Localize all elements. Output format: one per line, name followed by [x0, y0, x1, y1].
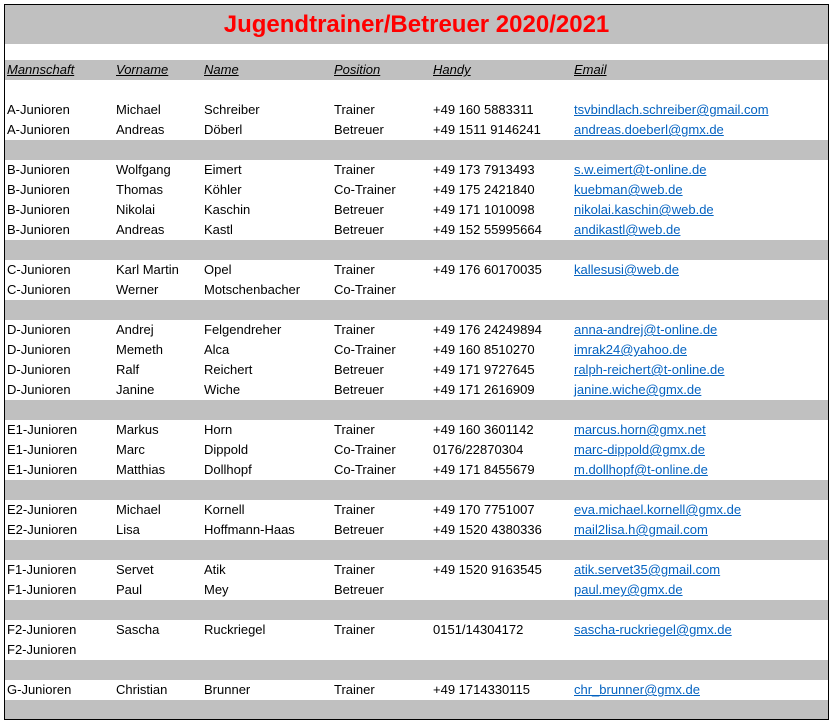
email-link[interactable]: mail2lisa.h@gmail.com	[574, 522, 708, 537]
phone-cell: +49 171 8455679	[433, 462, 535, 477]
table-row	[5, 620, 828, 640]
last-name-cell: Köhler	[204, 182, 242, 197]
email-link[interactable]: nikolai.kaschin@web.de	[574, 202, 714, 217]
email-link[interactable]: kuebman@web.de	[574, 182, 683, 197]
separator-row	[5, 400, 828, 420]
first-name-cell: Nikolai	[116, 202, 156, 217]
phone-cell: +49 1511 9146241	[433, 122, 541, 137]
position-cell: Betreuer	[334, 522, 384, 537]
phone-cell: +49 160 5883311	[433, 102, 534, 117]
table-row	[5, 520, 828, 540]
table-row	[5, 460, 828, 480]
email-link[interactable]: sascha-ruckriegel@gmx.de	[574, 622, 732, 637]
team-cell: C-Junioren	[7, 282, 71, 297]
first-name-cell: Janine	[116, 382, 155, 397]
phone-cell: +49 1714330115	[433, 682, 530, 697]
table-row	[5, 280, 828, 300]
position-cell: Trainer	[334, 502, 375, 517]
table-row	[5, 500, 828, 520]
email-link[interactable]: paul.mey@gmx.de	[574, 582, 683, 597]
last-name-cell: Kornell	[204, 502, 245, 517]
page-title: Jugendtrainer/Betreuer 2020/2021	[5, 5, 828, 44]
separator-row	[5, 480, 828, 500]
first-name-cell: Ralf	[116, 362, 140, 377]
first-name-cell: Andreas	[116, 122, 165, 137]
position-cell: Betreuer	[334, 122, 384, 137]
team-cell: E1-Junioren	[7, 462, 78, 477]
last-name-cell: Horn	[204, 422, 233, 437]
table-row	[5, 180, 828, 200]
last-name-cell: Reichert	[204, 362, 253, 377]
phone-cell: +49 1520 9163545	[433, 562, 542, 577]
last-name-cell: Opel	[204, 262, 232, 277]
separator-row	[5, 540, 828, 560]
phone-cell: 0176/22870304	[433, 442, 524, 457]
position-cell: Betreuer	[334, 582, 384, 597]
email-link[interactable]: marc-dippold@gmx.de	[574, 442, 705, 457]
team-cell: F2-Junioren	[7, 622, 77, 637]
position-cell: Trainer	[334, 162, 375, 177]
phone-cell: +49 171 2616909	[433, 382, 535, 397]
separator-row	[5, 300, 828, 320]
position-cell: Trainer	[334, 262, 375, 277]
phone-cell: +49 176 60170035	[433, 262, 542, 277]
first-name-cell: Paul	[116, 582, 143, 597]
last-name-cell: Eimert	[204, 162, 242, 177]
position-cell: Trainer	[334, 682, 375, 697]
position-cell: Betreuer	[334, 362, 384, 377]
team-cell: B-Junioren	[7, 182, 70, 197]
first-name-cell: Sascha	[116, 622, 160, 637]
email-link[interactable]: andikastl@web.de	[574, 222, 681, 237]
first-name-cell: Wolfgang	[116, 162, 171, 177]
position-cell: Co-Trainer	[334, 182, 396, 197]
team-cell: F2-Junioren	[7, 642, 77, 657]
team-cell: D-Junioren	[7, 342, 71, 357]
team-cell: E1-Junioren	[7, 442, 78, 457]
last-name-cell: Brunner	[204, 682, 251, 697]
position-cell: Trainer	[334, 322, 375, 337]
phone-cell: +49 173 7913493	[433, 162, 535, 177]
separator-row	[5, 700, 828, 719]
email-link[interactable]: m.dollhopf@t-online.de	[574, 462, 708, 477]
phone-cell: 0151/14304172	[433, 622, 524, 637]
last-name-cell: Dippold	[204, 442, 249, 457]
table-row	[5, 200, 828, 220]
phone-cell: +49 175 2421840	[433, 182, 535, 197]
email-link[interactable]: s.w.eimert@t-online.de	[574, 162, 707, 177]
team-cell: B-Junioren	[7, 222, 70, 237]
table-row	[5, 160, 828, 180]
email-link[interactable]: anna-andrej@t-online.de	[574, 322, 718, 337]
table-row	[5, 220, 828, 240]
email-link[interactable]: atik.servet35@gmail.com	[574, 562, 721, 577]
phone-cell: +49 160 8510270	[433, 342, 535, 357]
table-row	[5, 560, 828, 580]
first-name-cell: Andrej	[116, 322, 154, 337]
team-cell: E2-Junioren	[7, 522, 78, 537]
table-row	[5, 640, 828, 660]
email-link[interactable]: kallesusi@web.de	[574, 262, 679, 277]
first-name-cell: Christian	[116, 682, 168, 697]
table-row	[5, 580, 828, 600]
table-row	[5, 320, 828, 340]
last-name-cell: Kastl	[204, 222, 233, 237]
team-cell: B-Junioren	[7, 202, 70, 217]
email-link[interactable]: tsvbindlach.schreiber@gmail.com	[574, 102, 769, 117]
email-link[interactable]: imrak24@yahoo.de	[574, 342, 687, 357]
last-name-cell: Atik	[204, 562, 226, 577]
team-cell: A-Junioren	[7, 102, 70, 117]
team-cell: D-Junioren	[7, 382, 71, 397]
phone-cell: +49 171 9727645	[433, 362, 535, 377]
team-cell: B-Junioren	[7, 162, 70, 177]
first-name-cell: Karl Martin	[116, 262, 179, 277]
header-email: Email	[574, 62, 607, 77]
team-cell: D-Junioren	[7, 362, 71, 377]
first-name-cell: Marc	[116, 442, 145, 457]
position-cell: Trainer	[334, 562, 375, 577]
first-name-cell: Werner	[116, 282, 159, 297]
last-name-cell: Döberl	[204, 122, 243, 137]
position-cell: Co-Trainer	[334, 282, 396, 297]
table-row	[5, 260, 828, 280]
header-last-name: Name	[204, 62, 239, 77]
last-name-cell: Felgendreher	[204, 322, 282, 337]
team-cell: D-Junioren	[7, 322, 71, 337]
position-cell: Trainer	[334, 422, 375, 437]
email-link[interactable]: chr_brunner@gmx.de	[574, 682, 700, 697]
separator-row	[5, 660, 828, 680]
first-name-cell: Thomas	[116, 182, 163, 197]
email-link[interactable]: janine.wiche@gmx.de	[574, 382, 702, 397]
table-row	[5, 120, 828, 140]
table-row	[5, 440, 828, 460]
position-cell: Betreuer	[334, 202, 384, 217]
team-cell: C-Junioren	[7, 262, 71, 277]
team-cell: G-Junioren	[7, 682, 72, 697]
first-name-cell: Lisa	[116, 522, 140, 537]
first-name-cell: Memeth	[116, 342, 163, 357]
first-name-cell: Michael	[116, 502, 161, 517]
table-row	[5, 340, 828, 360]
last-name-cell: Motschenbacher	[204, 282, 301, 297]
phone-cell: +49 170 7751007	[433, 502, 535, 517]
last-name-cell: Dollhopf	[204, 462, 252, 477]
phone-cell: +49 1520 4380336	[433, 522, 542, 537]
team-cell: E1-Junioren	[7, 422, 78, 437]
first-name-cell: Andreas	[116, 222, 165, 237]
table-row	[5, 100, 828, 120]
position-cell: Trainer	[334, 102, 375, 117]
separator-row	[5, 600, 828, 620]
header-team: Mannschaft	[7, 62, 75, 77]
last-name-cell: Schreiber	[204, 102, 260, 117]
last-name-cell: Hoffmann-Haas	[204, 522, 295, 537]
header-phone: Handy	[433, 62, 471, 77]
table-row	[5, 420, 828, 440]
phone-cell: +49 160 3601142	[433, 422, 534, 437]
separator-row	[5, 240, 828, 260]
phone-cell: +49 152 55995664	[433, 222, 542, 237]
header-first-name: Vorname	[116, 62, 169, 77]
position-cell: Betreuer	[334, 382, 384, 397]
last-name-cell: Wiche	[204, 382, 241, 397]
table-row	[5, 360, 828, 380]
last-name-cell: Alca	[204, 342, 230, 357]
last-name-cell: Kaschin	[204, 202, 251, 217]
email-link[interactable]: marcus.horn@gmx.net	[574, 422, 706, 437]
header-position: Position	[334, 62, 381, 77]
spreadsheet	[4, 4, 829, 720]
team-cell: F1-Junioren	[7, 582, 77, 597]
table-row	[5, 380, 828, 400]
position-cell: Co-Trainer	[334, 442, 396, 457]
first-name-cell: Servet	[116, 562, 154, 577]
table-row	[5, 680, 828, 700]
position-cell: Betreuer	[334, 222, 384, 237]
email-link[interactable]: andreas.doeberl@gmx.de	[574, 122, 724, 137]
position-cell: Co-Trainer	[334, 342, 396, 357]
first-name-cell: Michael	[116, 102, 161, 117]
email-link[interactable]: eva.michael.kornell@gmx.de	[574, 502, 742, 517]
email-link[interactable]: ralph-reichert@t-online.de	[574, 362, 725, 377]
team-cell: E2-Junioren	[7, 502, 78, 517]
header-row	[5, 60, 828, 80]
position-cell: Co-Trainer	[334, 462, 396, 477]
separator-row	[5, 140, 828, 160]
first-name-cell: Markus	[116, 422, 159, 437]
last-name-cell: Ruckriegel	[204, 622, 266, 637]
last-name-cell: Mey	[204, 582, 229, 597]
phone-cell: +49 176 24249894	[433, 322, 542, 337]
position-cell: Trainer	[334, 622, 375, 637]
team-cell: A-Junioren	[7, 122, 70, 137]
phone-cell: +49 171 1010098	[433, 202, 535, 217]
first-name-cell: Matthias	[116, 462, 166, 477]
team-cell: F1-Junioren	[7, 562, 77, 577]
